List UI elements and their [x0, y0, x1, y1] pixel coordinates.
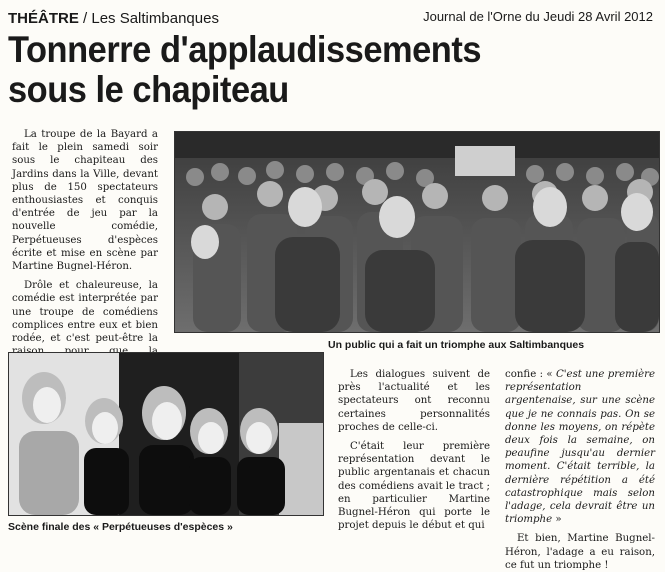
article-column-2 — [338, 368, 490, 532]
kicker-separator: / — [78, 10, 92, 27]
article-column-3 — [505, 368, 655, 572]
stage-photo-caption: Scène finale des « Perpétueuses d'espèces » — [8, 521, 233, 533]
audience-photo-caption: Un public qui a fait un triomphe aux Saltimbanques — [328, 339, 585, 351]
headline — [8, 30, 492, 110]
subsection-label: Les Saltimbanques — [91, 10, 219, 27]
quote-intro: confie : « — [505, 369, 553, 380]
quote-paragraph — [505, 368, 655, 526]
headline-line-1: Tonnerre d'applaudissements — [8, 29, 482, 70]
paragraph: Et bien, Martine Bugnel-Héron, l'adage a eu raison, ce fut un triomphe ! — [505, 533, 655, 571]
publication-source: Journal de l'Orne du Jeudi 28 Avril 2012 — [423, 9, 653, 24]
paragraph: Les dialogues suivent de près l'actualité et les spectateurs ont reconnu certaines personnalités proches de celle-ci. — [338, 369, 490, 433]
stage-photo — [8, 352, 324, 516]
headline-line-2: sous le chapiteau — [8, 69, 289, 110]
article-column-1 — [12, 128, 158, 385]
quote-text: C'est une première représentation argentenaise, sur une scène que je ne connais pas. On se donne les moyens, on répète deux fois la semaine, on peaufine jusqu'au dernier moment. C'était terrible, la dernière répétition a été catastrophique mais selon l'adage, cela devrait être un triomphe — [505, 369, 656, 526]
section-kicker — [8, 10, 219, 27]
section-label: THÉÂTRE — [8, 10, 79, 27]
paragraph: C'était leur première représentation devant le public argentanais et chacun des comédiens avait le tract ; en particulier Martine Bugnel-Héron qui porte le projet depuis le début et qui — [338, 441, 490, 532]
audience-photo — [174, 131, 660, 333]
quote-close: » — [552, 514, 562, 526]
paragraph: La troupe de la Bayard a fait le plein samedi soir sous le chapiteau des Jardins dans la Ville, devant plus de 150 spectateurs enthousiastes et conquis d'entrée de jeu par la nouvelle comédie, Perpétueuses d'espèces écrite et mise en scène par Martine Bugnel-Héron. — [12, 129, 158, 273]
paragraph: Drôle et chaleureuse, la comédie est interprétée par une troupe de comédiens complices entre eux et bien rodée, et c'est peut-être la — [12, 280, 158, 345]
